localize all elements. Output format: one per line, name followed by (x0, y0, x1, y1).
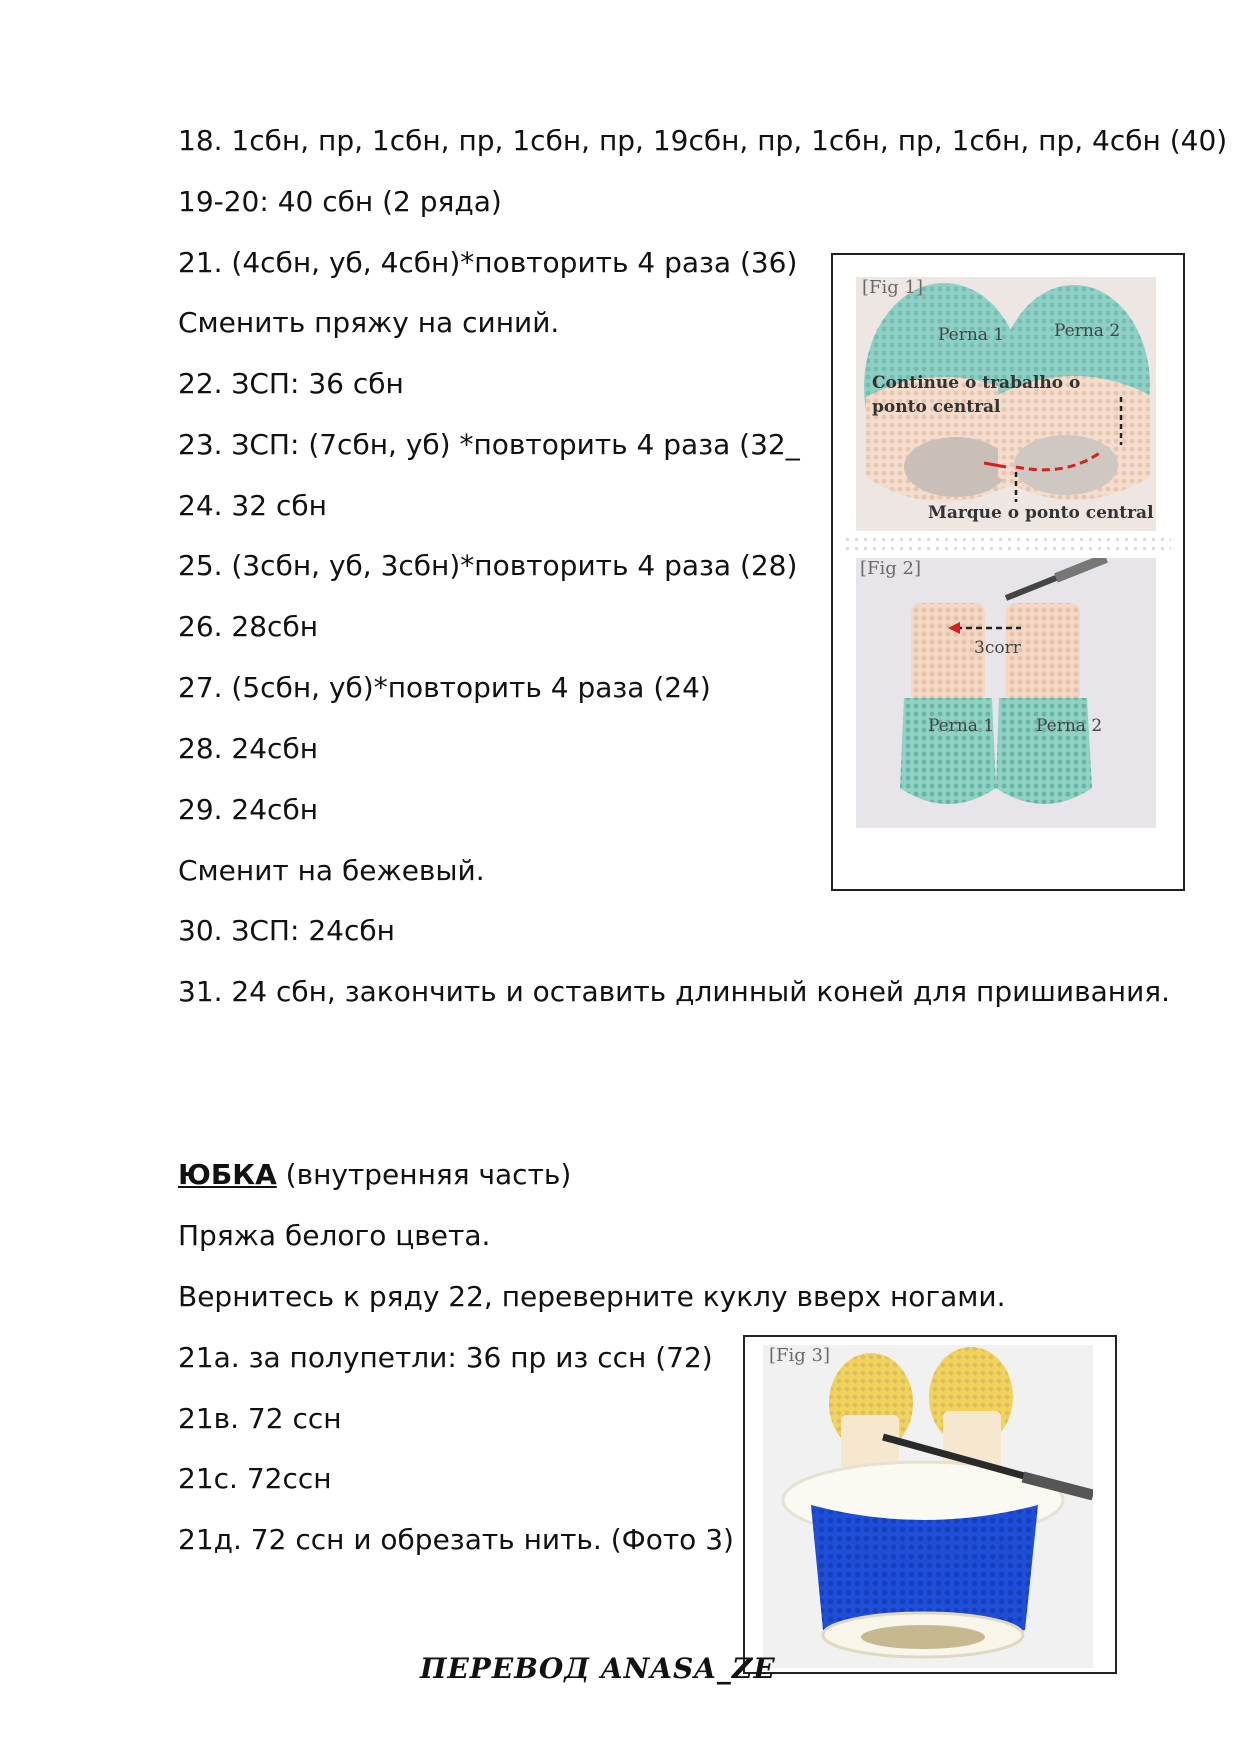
pattern-line: 21. (4сбн, уб, 4сбн)*повторить 4 раза (36) (178, 246, 798, 279)
fig1-continue-caption: Continue o trabalho o ponto central (872, 373, 1081, 417)
fig2-perna2: Perna 2 (1036, 716, 1103, 736)
fig2-perna1: Perna 1 (928, 716, 995, 736)
skirt-line: 21д. 72 ссн и обрезать нить. (Фото 3) (178, 1523, 734, 1556)
skirt-line: 21в. 72 ссн (178, 1402, 342, 1435)
fig1-perna1: Perna 1 (938, 325, 1005, 345)
translation-credit: ПЕРЕВОД ANASA_ZE (420, 1652, 776, 1685)
fig1-perna2: Perna 2 (1054, 321, 1121, 341)
pattern-line: 19-20: 40 сбн (2 ряда) (178, 185, 502, 218)
fig2-label: [Fig 2] (860, 558, 921, 579)
pattern-line: 24. 32 сбн (178, 489, 327, 522)
fig3-photo (763, 1345, 1093, 1668)
pattern-line: Сменит на бежевый. (178, 854, 485, 887)
pattern-line: 26. 28сбн (178, 610, 319, 643)
skirt-title: ЮБКА (178, 1158, 277, 1191)
figure-frame-1-2 (831, 253, 1185, 891)
figure-frame-3 (743, 1335, 1117, 1674)
fig2-corr-caption: 3corr (974, 638, 1021, 658)
skirt-line: 21с. 72ссн (178, 1462, 332, 1495)
pattern-line: Сменить пряжу на синий. (178, 306, 560, 339)
fig1-marque-caption: Marque o ponto central (928, 503, 1154, 523)
pattern-line: 18. 1сбн, пр, 1сбн, пр, 1сбн, пр, 19сбн, пр, 1сбн, пр, 1сбн, пр, 4сбн (40) (178, 124, 1228, 157)
pattern-line: 22. ЗСП: 36 сбн (178, 367, 404, 400)
pattern-line: 27. (5сбн, уб)*повторить 4 раза (24) (178, 671, 711, 704)
pattern-line: 29. 24сбн (178, 793, 319, 826)
fig2-photo (856, 558, 1156, 828)
fig1-photo (856, 277, 1156, 531)
skirt-heading (178, 1158, 571, 1192)
skirt-subtitle: (внутренняя часть) (276, 1158, 572, 1191)
figure-divider (843, 535, 1171, 555)
pattern-line: 23. ЗСП: (7сбн, уб) *повторить 4 раза (32_ (178, 428, 800, 461)
fig3-label: [Fig 3] (769, 1345, 830, 1366)
skirt-line: 21а. за полупетли: 36 пр из ссн (72) (178, 1341, 713, 1374)
skirt-line: Пряжа белого цвета. (178, 1219, 491, 1252)
pattern-line: 25. (3сбн, уб, 3сбн)*повторить 4 раза (28) (178, 549, 798, 582)
pattern-line: 31. 24 сбн, закончить и оставить длинный коней для пришивания. (178, 975, 1171, 1008)
pattern-line: 28. 24сбн (178, 732, 319, 765)
skirt-line: Вернитесь к ряду 22, переверните куклу вверх ногами. (178, 1280, 1006, 1313)
pattern-line: 30. ЗСП: 24сбн (178, 914, 395, 947)
fig1-label: [Fig 1] (862, 277, 923, 298)
